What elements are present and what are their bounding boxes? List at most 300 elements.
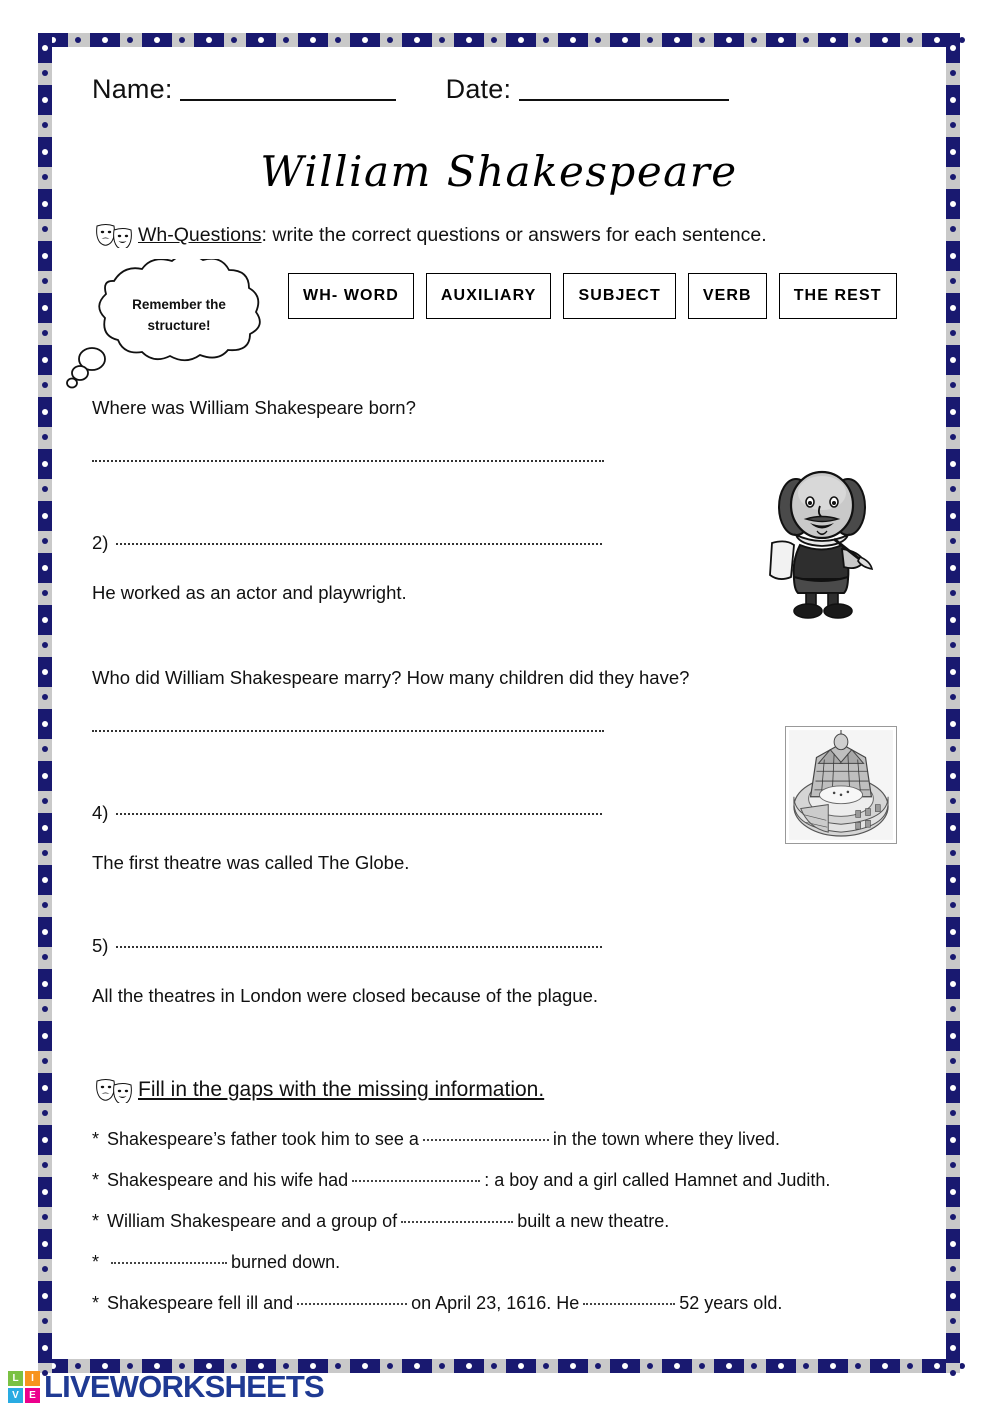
border-dot-white: [310, 37, 316, 43]
border-dot-white: [42, 357, 48, 363]
border-dot-navy: [42, 746, 48, 752]
border-segment: [946, 449, 960, 479]
border-dot-navy: [950, 1110, 956, 1116]
border-dot-white: [622, 1363, 628, 1369]
gap-item-1-blank[interactable]: [423, 1139, 549, 1141]
page-title: William Shakespeare: [260, 147, 738, 196]
border-dot-white: [950, 981, 956, 987]
name-write-line[interactable]: [180, 99, 396, 101]
question-5-prompt-line[interactable]: [92, 935, 792, 957]
gap-item-4-blank[interactable]: [111, 1262, 227, 1264]
border-dot-white: [934, 1363, 940, 1369]
border-segment: [946, 501, 960, 531]
border-dot-navy: [543, 37, 549, 43]
border-dot-navy: [950, 1162, 956, 1168]
structure-box-2: AUXILIARY: [426, 273, 552, 319]
gap-item-5-part1: Shakespeare fell ill and: [107, 1293, 294, 1313]
border-dot-navy: [42, 538, 48, 544]
border-dot-navy: [950, 382, 956, 388]
remember-structure-bubble: [62, 259, 292, 389]
border-dot-white: [674, 1363, 680, 1369]
logo-tiles: [8, 1371, 40, 1403]
border-dot-white: [950, 877, 956, 883]
border-segment: [350, 33, 380, 47]
border-segment: [246, 33, 276, 47]
border-segment: [142, 33, 172, 47]
bubble-line-2: structure!: [147, 317, 211, 333]
border-segment: [946, 293, 960, 323]
border-dot-navy: [950, 642, 956, 648]
border-dot-navy: [42, 590, 48, 596]
question-4-answer-text: The first theatre was called The Globe.: [92, 852, 410, 873]
name-label: Name:: [92, 74, 173, 104]
border-dot-white: [950, 617, 956, 623]
border-dot-navy: [42, 954, 48, 960]
border-segment: [946, 241, 960, 271]
theatre-masks-icon-2: [94, 1077, 136, 1103]
border-dot-navy: [595, 37, 601, 43]
border-segment: [454, 1359, 484, 1373]
border-segment: [38, 241, 52, 271]
logo-tile-l: L: [8, 1371, 23, 1386]
bullet-star: *: [92, 1129, 100, 1149]
border-dot-navy: [950, 590, 956, 596]
border-dot-navy: [42, 1006, 48, 1012]
question-2-answer-text: He worked as an actor and playwright.: [92, 582, 407, 603]
border-segment: [38, 709, 52, 739]
question-3-answer-line[interactable]: [92, 723, 792, 741]
instruction-1-text: : write the correct questions or answers for each sentence.: [261, 224, 767, 246]
border-segment: [506, 1359, 536, 1373]
border-dot-navy: [950, 1006, 956, 1012]
instruction-2-text: Fill in the gaps with the missing information.: [138, 1078, 545, 1101]
border-segment: [870, 1359, 900, 1373]
border-segment: [350, 1359, 380, 1373]
structure-box-5: THE REST: [779, 273, 897, 319]
border-dot-navy: [950, 174, 956, 180]
border-segment: [38, 33, 52, 63]
border-dot-navy: [699, 1363, 705, 1369]
border-segment: [38, 1073, 52, 1103]
border-dot-navy: [42, 1110, 48, 1116]
border-dot-navy: [950, 1058, 956, 1064]
question-4-prompt-line[interactable]: [92, 802, 792, 824]
border-dot-navy: [42, 850, 48, 856]
border-dot-white: [950, 149, 956, 155]
gap-item-1-part2: in the town where they lived.: [552, 1129, 781, 1149]
question-5-answer-text: All the theatres in London were closed because of the plague.: [92, 985, 599, 1006]
border-segment: [38, 1229, 52, 1259]
border-dot-navy: [439, 1363, 445, 1369]
border-dot-navy: [127, 37, 133, 43]
border-dot-white: [42, 565, 48, 571]
border-dot-white: [950, 825, 956, 831]
border-dot-navy: [42, 1162, 48, 1168]
logo-wordmark: LIVEWORKSHEETS: [44, 1369, 324, 1404]
border-dot-white: [42, 721, 48, 727]
border-segment: [946, 345, 960, 375]
border-dot-navy: [950, 694, 956, 700]
border-dot-navy: [950, 954, 956, 960]
border-dot-navy: [439, 37, 445, 43]
border-dot-white: [950, 773, 956, 779]
border-segment: [558, 33, 588, 47]
border-dot-navy: [42, 330, 48, 336]
question-4-number: 4): [92, 802, 109, 823]
border-dot-white: [950, 565, 956, 571]
border-band-top: [38, 33, 960, 47]
border-dot-navy: [387, 37, 393, 43]
border-dot-navy: [950, 434, 956, 440]
border-segment: [946, 709, 960, 739]
border-segment: [766, 33, 796, 47]
border-segment: [946, 1177, 960, 1207]
border-dot-white: [42, 1241, 48, 1247]
liveworksheets-logo[interactable]: [8, 1369, 324, 1405]
border-segment: [38, 969, 52, 999]
border-dot-navy: [950, 226, 956, 232]
border-dot-white: [42, 1137, 48, 1143]
border-dot-white: [570, 1363, 576, 1369]
border-dot-white: [42, 461, 48, 467]
border-dot-white: [42, 669, 48, 675]
border-dot-navy: [42, 174, 48, 180]
border-dot-white: [466, 1363, 472, 1369]
border-dot-white: [414, 37, 420, 43]
border-segment: [662, 1359, 692, 1373]
border-dot-white: [950, 929, 956, 935]
border-segment: [946, 1229, 960, 1259]
gap-item-2-part1: Shakespeare and his wife had: [107, 1170, 349, 1190]
border-dot-navy: [491, 1363, 497, 1369]
border-dot-white: [674, 37, 680, 43]
border-dot-navy: [907, 1363, 913, 1369]
border-dot-white: [950, 461, 956, 467]
border-dot-white: [950, 97, 956, 103]
border-segment: [610, 33, 640, 47]
question-5: [92, 935, 792, 1007]
border-dot-navy: [855, 37, 861, 43]
border-segment: [946, 865, 960, 895]
border-dot-navy: [231, 37, 237, 43]
instruction-fill-gaps: [94, 1077, 544, 1103]
bullet-star: *: [92, 1211, 100, 1231]
border-dot-navy: [42, 1318, 48, 1324]
sentence-structure-boxes: [288, 273, 897, 319]
border-dot-white: [934, 37, 940, 43]
border-segment: [946, 813, 960, 843]
border-dot-white: [154, 37, 160, 43]
border-dot-white: [42, 617, 48, 623]
border-segment: [870, 33, 900, 47]
border-dot-white: [950, 305, 956, 311]
border-dot-white: [42, 97, 48, 103]
border-segment: [946, 1073, 960, 1103]
border-dot-navy: [42, 1214, 48, 1220]
bullet-star: *: [92, 1170, 100, 1190]
border-dot-navy: [950, 798, 956, 804]
border-segment: [38, 189, 52, 219]
instruction-wh-questions: [94, 222, 767, 248]
border-segment: [38, 761, 52, 791]
border-segment: [714, 33, 744, 47]
border-segment: [946, 1125, 960, 1155]
border-segment: [946, 33, 960, 63]
border-segment: [38, 397, 52, 427]
border-segment: [38, 501, 52, 531]
border-dot-navy: [647, 1363, 653, 1369]
border-dot-white: [42, 513, 48, 519]
border-dot-white: [950, 253, 956, 259]
question-2-prompt-line[interactable]: [92, 532, 792, 554]
border-dot-navy: [42, 642, 48, 648]
border-dot-navy: [42, 902, 48, 908]
border-dot-navy: [950, 330, 956, 336]
border-dot-white: [42, 305, 48, 311]
border-dot-navy: [42, 1058, 48, 1064]
border-dot-white: [830, 37, 836, 43]
border-dot-navy: [699, 37, 705, 43]
border-dot-white: [414, 1363, 420, 1369]
border-dot-navy: [950, 1370, 956, 1376]
border-dot-white: [42, 825, 48, 831]
border-dot-navy: [42, 382, 48, 388]
border-dot-white: [950, 45, 956, 51]
border-dot-navy: [950, 1318, 956, 1324]
border-dot-navy: [595, 1363, 601, 1369]
question-2: [92, 532, 792, 604]
border-dot-white: [570, 37, 576, 43]
border-dot-navy: [751, 37, 757, 43]
bullet-star: *: [92, 1252, 100, 1272]
gap-item-3-part2: built a new theatre.: [517, 1211, 670, 1231]
instruction-1-keyword: Wh-Questions: [138, 224, 262, 246]
border-dot-navy: [283, 37, 289, 43]
border-dot-white: [778, 37, 784, 43]
border-dot-white: [778, 1363, 784, 1369]
border-segment: [38, 1021, 52, 1051]
border-segment: [38, 865, 52, 895]
border-dot-navy: [950, 538, 956, 544]
border-dot-white: [950, 1241, 956, 1247]
gap-item-5-blank-2[interactable]: [583, 1303, 675, 1305]
border-segment: [946, 761, 960, 791]
border-dot-white: [726, 37, 732, 43]
border-dot-white: [518, 1363, 524, 1369]
border-segment: [402, 1359, 432, 1373]
border-segment: [298, 33, 328, 47]
border-segment: [38, 449, 52, 479]
border-dot-white: [726, 1363, 732, 1369]
border-dot-navy: [491, 37, 497, 43]
border-segment: [194, 33, 224, 47]
border-dot-white: [950, 669, 956, 675]
gap-item-3-blank[interactable]: [401, 1221, 513, 1223]
border-dot-white: [950, 409, 956, 415]
border-dot-navy: [75, 37, 81, 43]
border-dot-white: [950, 201, 956, 207]
border-dot-white: [950, 1345, 956, 1351]
border-dot-navy: [950, 1266, 956, 1272]
gap-item-5-part3: 52 years old.: [679, 1293, 783, 1313]
globe-theatre-image: [785, 726, 897, 844]
border-dot-white: [206, 37, 212, 43]
border-segment: [38, 813, 52, 843]
border-segment: [38, 1177, 52, 1207]
border-dot-white: [42, 1189, 48, 1195]
border-dot-white: [42, 409, 48, 415]
border-dot-navy: [42, 434, 48, 440]
border-dot-white: [42, 929, 48, 935]
border-dot-navy: [42, 694, 48, 700]
border-dot-navy: [803, 1363, 809, 1369]
border-dot-white: [102, 37, 108, 43]
border-dot-navy: [950, 902, 956, 908]
worksheet-content: [52, 47, 946, 1359]
question-1-text: Where was William Shakespeare born?: [92, 397, 416, 418]
border-dot-navy: [907, 37, 913, 43]
border-segment: [610, 1359, 640, 1373]
border-dot-navy: [950, 122, 956, 128]
border-dot-navy: [803, 37, 809, 43]
border-dot-white: [950, 357, 956, 363]
shakespeare-cartoon-image: [762, 465, 880, 620]
gap-item-5-blank-1[interactable]: [297, 1303, 407, 1305]
name-date-row: [92, 74, 729, 105]
border-dot-navy: [950, 1214, 956, 1220]
border-dot-navy: [950, 486, 956, 492]
border-dot-navy: [42, 486, 48, 492]
gap-item-2-blank[interactable]: [352, 1180, 480, 1182]
border-segment: [38, 553, 52, 583]
border-segment: [38, 605, 52, 635]
border-dot-navy: [543, 1363, 549, 1369]
gap-fill-item: [92, 1211, 912, 1232]
border-segment: [946, 189, 960, 219]
border-dot-navy: [855, 1363, 861, 1369]
border-dot-white: [42, 877, 48, 883]
date-write-line[interactable]: [519, 99, 729, 101]
border-dot-navy: [335, 1363, 341, 1369]
border-dot-navy: [950, 278, 956, 284]
border-dot-white: [42, 1033, 48, 1039]
question-4: [92, 802, 792, 874]
border-dot-white: [258, 37, 264, 43]
border-dot-white: [882, 1363, 888, 1369]
border-segment: [38, 137, 52, 167]
border-dot-white: [882, 37, 888, 43]
question-2-number: 2): [92, 532, 109, 553]
structure-box-1: WH- WORD: [288, 273, 414, 319]
gap-fill-list: [92, 1129, 912, 1334]
border-segment: [38, 657, 52, 687]
border-segment: [946, 85, 960, 115]
border-dot-navy: [751, 1363, 757, 1369]
border-dot-white: [42, 201, 48, 207]
border-segment: [946, 1333, 960, 1363]
border-dot-navy: [42, 278, 48, 284]
gap-fill-item: [92, 1252, 912, 1273]
border-segment: [946, 397, 960, 427]
border-dot-navy: [42, 70, 48, 76]
theatre-masks-icon: [94, 222, 136, 248]
border-segment: [506, 33, 536, 47]
bullet-star: *: [92, 1293, 100, 1313]
border-dot-white: [42, 45, 48, 51]
border-dot-white: [950, 1293, 956, 1299]
border-dot-navy: [42, 798, 48, 804]
border-dot-navy: [42, 1266, 48, 1272]
structure-box-3: SUBJECT: [563, 273, 675, 319]
border-dot-navy: [950, 746, 956, 752]
border-dot-navy: [335, 37, 341, 43]
border-dot-white: [42, 981, 48, 987]
gap-item-5-part2: on April 23, 1616. He: [411, 1293, 580, 1313]
border-dot-white: [622, 37, 628, 43]
border-dot-white: [42, 253, 48, 259]
border-dot-navy: [42, 122, 48, 128]
border-segment: [38, 917, 52, 947]
border-segment: [946, 917, 960, 947]
gap-item-2-part2: : a boy and a girl called Hamnet and Judith.: [484, 1170, 831, 1190]
border-segment: [38, 1281, 52, 1311]
border-segment: [946, 1021, 960, 1051]
border-dot-white: [466, 37, 472, 43]
border-dot-navy: [950, 850, 956, 856]
border-dot-white: [42, 149, 48, 155]
structure-box-4: VERB: [688, 273, 767, 319]
border-dot-white: [518, 37, 524, 43]
border-segment: [558, 1359, 588, 1373]
logo-tile-e: E: [25, 1388, 40, 1403]
border-segment: [946, 605, 960, 635]
border-dot-white: [950, 1137, 956, 1143]
border-segment: [402, 33, 432, 47]
border-dot-navy: [647, 37, 653, 43]
border-segment: [766, 1359, 796, 1373]
gap-fill-item: [92, 1170, 912, 1191]
border-segment: [946, 969, 960, 999]
gap-item-3-part1: William Shakespeare and a group of: [107, 1211, 398, 1231]
border-dot-white: [362, 1363, 368, 1369]
gap-fill-item: [92, 1293, 912, 1314]
border-segment: [946, 657, 960, 687]
border-dot-white: [950, 721, 956, 727]
logo-tile-i: I: [25, 1371, 40, 1386]
border-dot-white: [362, 37, 368, 43]
border-band-right: [946, 33, 960, 1373]
border-dot-white: [830, 1363, 836, 1369]
border-dot-white: [950, 1033, 956, 1039]
border-dot-white: [42, 1345, 48, 1351]
border-segment: [38, 1333, 52, 1363]
border-segment: [38, 1125, 52, 1155]
border-segment: [662, 33, 692, 47]
question-1-answer-line[interactable]: [92, 453, 792, 471]
border-dot-white: [42, 773, 48, 779]
border-dot-white: [42, 1085, 48, 1091]
border-dot-white: [950, 513, 956, 519]
border-segment: [38, 85, 52, 115]
border-dot-white: [950, 1085, 956, 1091]
border-dot-navy: [42, 226, 48, 232]
gap-item-1-part1: Shakespeare’s father took him to see a: [107, 1129, 419, 1149]
question-3-text: Who did William Shakespeare marry? How many children did they have?: [92, 667, 690, 688]
gap-item-4-part2: burned down.: [231, 1252, 341, 1272]
border-segment: [818, 1359, 848, 1373]
border-segment: [946, 137, 960, 167]
gap-fill-item: [92, 1129, 912, 1150]
